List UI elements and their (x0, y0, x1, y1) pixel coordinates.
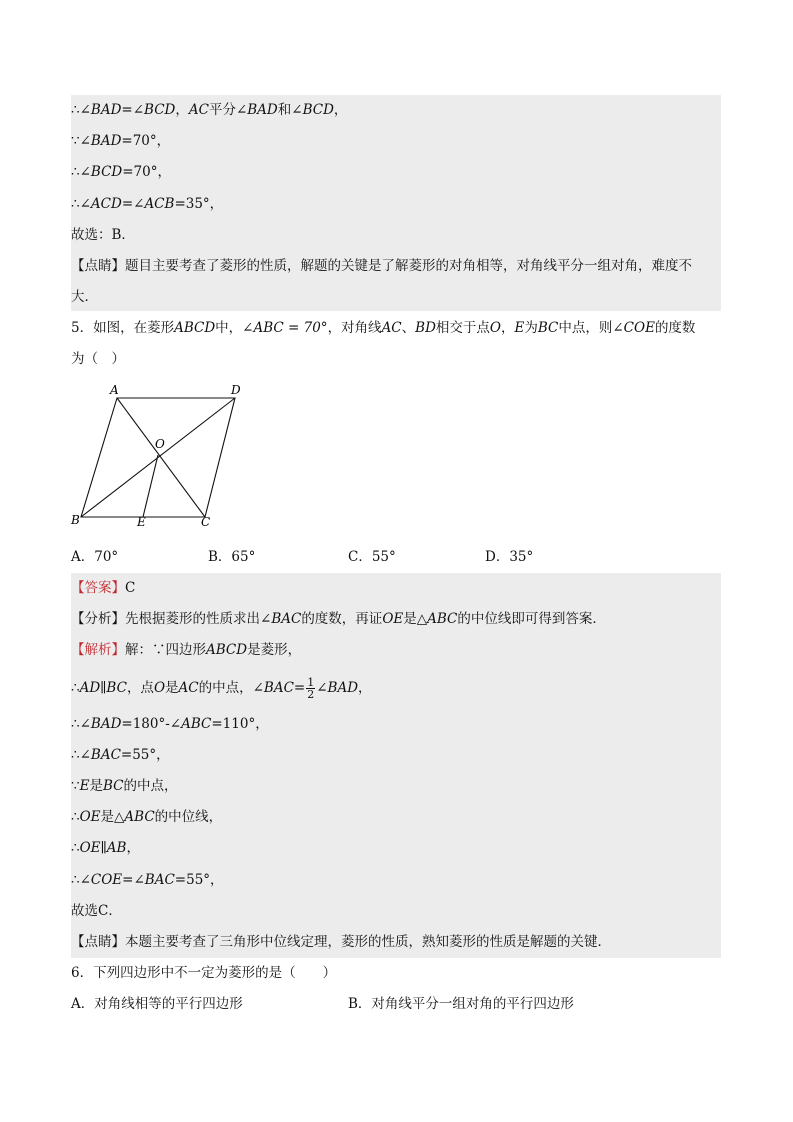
sol5-detail: 【解析】解：∵四边形ABCD是菱形， (71, 642, 302, 658)
q6-option-a: A．对角线相等的平行四边形 (71, 996, 243, 1012)
diagonal-bd (81, 398, 235, 517)
q6-option-b: B．对角线平分一组对角的平行四边形 (348, 996, 574, 1012)
label-A: A (110, 383, 119, 397)
sol5-step6: ∴OE∥AB， (71, 840, 140, 856)
analysis-tag: 【分析】 (71, 611, 125, 627)
sol5-review: 【点睛】本题主要考查了三角形中位线定理，菱形的性质，熟知菱形的性质是解题的关键． (71, 934, 611, 950)
sol4-choice: 故选：B． (71, 227, 135, 243)
answer-tag: 【答案】 (71, 580, 125, 596)
detail-tag: 【解析】 (71, 642, 125, 658)
q5-option-c: C．55° (348, 549, 396, 565)
q6-stem: 6．下列四边形中不一定为菱形的是（ ） (71, 965, 337, 981)
sol4-review: 【点睛】题目主要考查了菱形的性质，解题的关键是了解菱形的对角相等，对角线平分一组对角，难度不 (71, 258, 692, 274)
label-O: O (155, 437, 165, 451)
review-tag: 【点睛】 (71, 258, 125, 274)
diagonal-ac (117, 398, 205, 517)
rhombus-figure (65, 380, 265, 530)
q5-option-a: A．70° (71, 549, 119, 565)
sol4-line2: ∵∠BAD=70°， (71, 133, 171, 149)
q5-option-d: D．35° (485, 549, 534, 565)
solution-block-q5 (71, 573, 721, 958)
sol5-choice: 故选C． (71, 903, 122, 919)
label-B: B (71, 513, 80, 527)
q5-option-b: B．65° (208, 549, 256, 565)
segment-oe (143, 455, 158, 517)
sol4-review-cont: 大． (71, 289, 98, 305)
sol5-step4: ∵E是BC的中点， (71, 778, 178, 794)
sol5-step1: ∴AD∥BC，点O是AC的中点，∠BAC= $\frac{1}{2}$ ∠BAD， (71, 676, 372, 701)
sol5-step2: ∴∠BAD=180°-∠ABC=110°， (71, 716, 269, 732)
sol5-step3: ∴∠BAC=55°， (71, 747, 170, 763)
label-C: C (201, 515, 211, 529)
sol5-analysis: 【分析】先根据菱形的性质求出∠BAC的度数，再证OE是△ABC的中位线即可得到答案． (71, 611, 606, 627)
sol4-line1: ∴∠BAD=∠BCD，AC平分∠BAD和∠BCD， (71, 102, 348, 118)
q5-stem-cont: 为（ ） (71, 351, 125, 367)
sol4-line3: ∴∠BCD=70°， (71, 164, 171, 180)
label-E: E (137, 515, 146, 529)
sol5-answer: 【答案】C (71, 580, 136, 596)
review-tag: 【点睛】 (71, 934, 125, 950)
sol4-line4: ∴∠ACD=∠ACB=35°， (71, 196, 224, 212)
label-D: D (231, 383, 241, 397)
sol5-step7: ∴∠COE=∠BAC=55°， (71, 872, 224, 888)
fraction-one-half: $\frac{1}{2}$ (307, 676, 315, 701)
q5-stem: 5．如图，在菱形ABCD中，∠ABC = 70°，对角线AC、BD相交于点O，E为BC中点，则∠COE的度数 (71, 320, 696, 336)
sol5-step5: ∴OE是△ABC的中位线， (71, 809, 223, 825)
